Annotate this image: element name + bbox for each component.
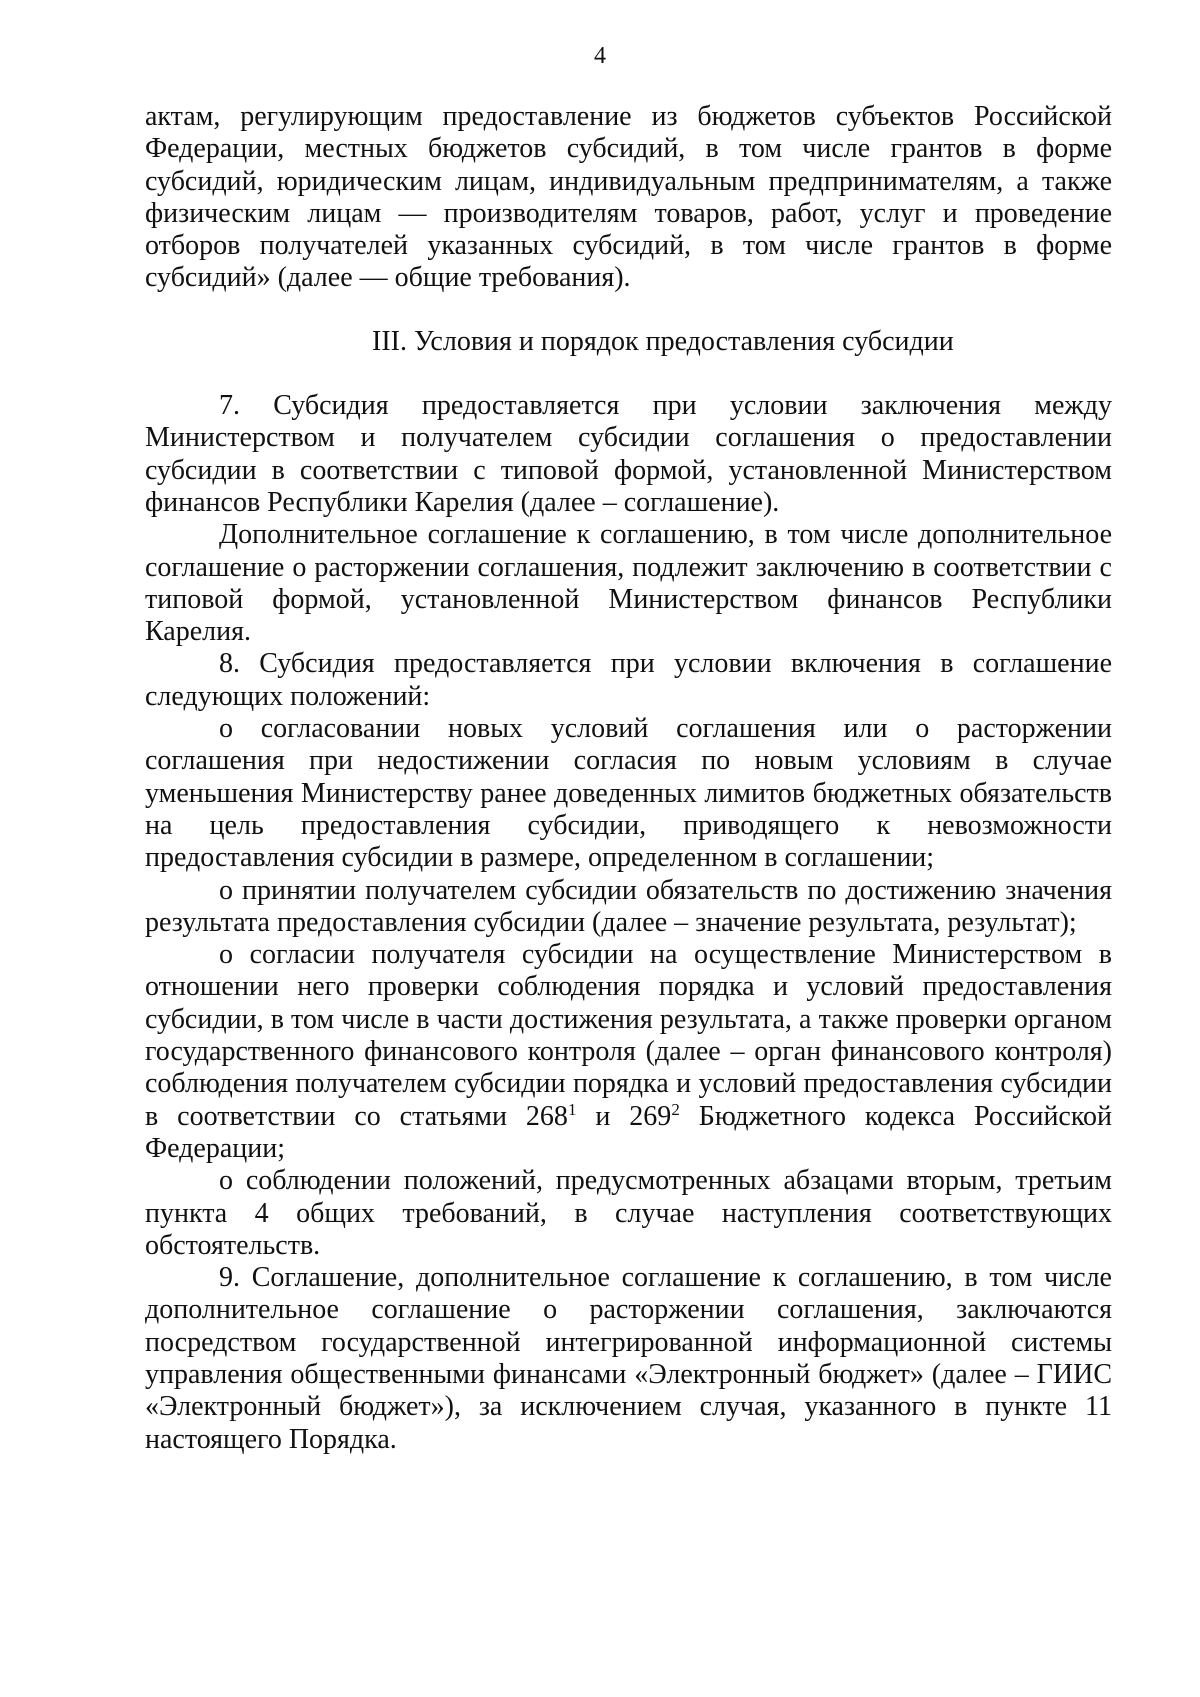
inspection-consent-text-part-2: и 269: [576, 1100, 672, 1132]
paragraph-7-additional-agreement: Дополнительное соглашение к соглашению, в том числе дополнительное соглашение о расторжении соглашения, подлежит заключению в соответствии с типовой формой, установленной Министерством финансов Республики Карелия.: [145, 519, 1112, 648]
paragraph-9: 9. Соглашение, дополнительное соглашение к соглашению, в том числе дополнительное соглашение о расторжении соглашения, заключаются посредством государственной интегрированной информационной системы управления общественными финансами «Электронный бюджет» (далее – ГИИС «Электронный бюджет»), за исключением случая, указанного в пункте 11 настоящего Порядка.: [145, 1262, 1112, 1455]
paragraph-8-item-result-obligation: о принятии получателем субсидии обязательств по достижению значения результата предоставления субсидии (далее – значение результата, результат);: [145, 874, 1112, 938]
document-body: [145, 101, 1112, 1456]
paragraph-8-item-general-requirements: о соблюдении положений, предусмотренных абзацами вторым, третьим пункта 4 общих требований, в случае наступления соответствующих обстоятельств.: [145, 1165, 1112, 1261]
paragraph-8-item-inspection-consent: [145, 939, 1112, 1165]
inspection-consent-text-part-1: о согласии получателя субсидии на осуществление Министерством в отношении него проверки соблюдения порядка и условий предоставления субсидии, в том числе в части достижения результата, а также проверки органом государственного финансового контроля (далее – орган финансового контроля) соблюдения получателем субсидии порядка и условий предоставления субсидии в соответствии со статьями 268: [145, 939, 1112, 1132]
section-heading: III. Условия и порядок предоставления субсидии: [372, 325, 954, 357]
paragraph-7: 7. Субсидия предоставляется при условии заключения между Министерством и получателем субсидии соглашения о предоставлении субсидии в соответствии с типовой формой, установленной Министерством финансов Республики Карелия (далее – соглашение).: [145, 390, 1112, 518]
article-269-superscript: 2: [671, 1099, 680, 1119]
article-268-superscript: 1: [567, 1099, 577, 1119]
inspection-consent-text-part-3: Бюджетного кодекса Российской Федерации;: [145, 1100, 1113, 1164]
page-number: 4: [594, 43, 606, 69]
paragraph-8-item-new-conditions: о согласовании новых условий соглашения или о расторжении соглашения при недостижении согласия по новым условиям в случае уменьшения Министерству ранее доведенных лимитов бюджетных обязательств на цель предоставления субсидии, приводящего к невозможности предоставления субсидии в размере, определенном в соглашении;: [145, 713, 1112, 874]
intro-continuation-paragraph: актам, регулирующим предоставление из бюджетов субъектов Российской Федерации, местных бюджетов субсидий, в том числе грантов в форме субсидий, юридическим лицам, индивидуальным предпринимателям, а также физическим лицам — производителям товаров, работ, услуг и проведение отборов получателей указанных субсидий, в том числе грантов в форме субсидий» (далее — общие требования).: [145, 101, 1112, 294]
paragraph-8: 8. Субсидия предоставляется при условии включения в соглашение следующих положений:: [145, 648, 1112, 712]
